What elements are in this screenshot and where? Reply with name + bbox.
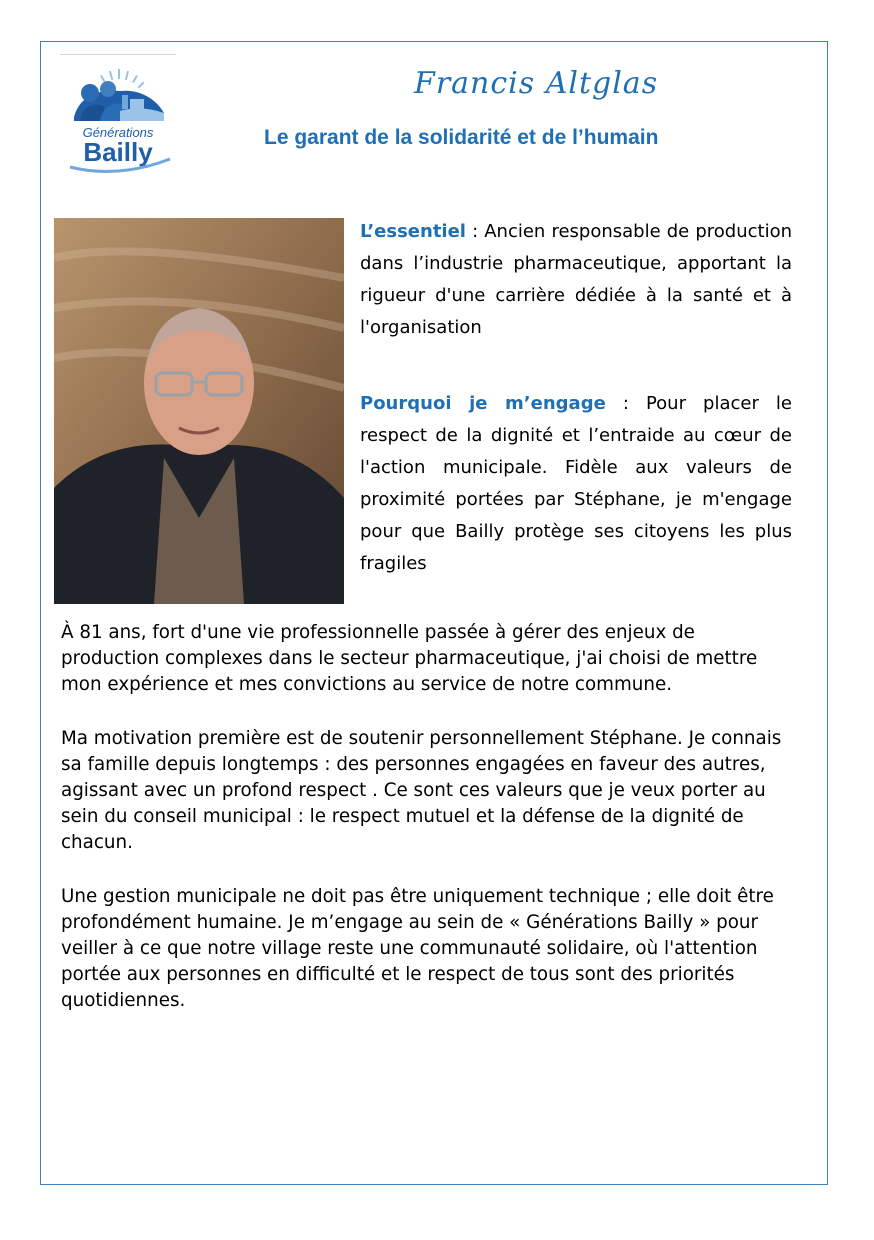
section-engagement-text: : Pour placer le respect de la dignité et l’entraide au cœur de l'action municipale. Fidèle aux valeurs de proximité portées par Stéphane, je m'engage pour que Bailly protège ses citoyens les plus fragiles — [360, 393, 792, 574]
paragraph-2: Ma motivation première est de soutenir personnellement Stéphane. Je connais sa famille depuis longtemps : des personnes engagées en faveur des autres, agissant avec un profond respect . Ce sont ces valeurs que je veux porter au sein du conseil municipal : le respect mutuel et la défense de la dignité de chacun. — [61, 728, 782, 853]
section-essentiel-text: : Ancien responsable de production dans l’industrie pharmaceutique, apportant la rigueur d'une carrière dédiée à la santé et à l'organisation — [360, 221, 792, 338]
section-essentiel-title: L’essentiel — [360, 221, 466, 242]
generations-bailly-logo — [60, 55, 176, 175]
logo-graphic — [60, 55, 176, 175]
page-subtitle: Le garant de la solidarité et de l’humain — [264, 126, 659, 149]
section-essentiel — [360, 216, 792, 344]
portrait-photo — [54, 218, 344, 604]
section-engagement — [360, 388, 792, 580]
paragraph-3: Une gestion municipale ne doit pas être uniquement technique ; elle doit être profondément humaine. Je m’engage au sein de « Générations Bailly » pour veiller à ce que notre village reste une communauté solidaire, où l'attention portée aux personnes en difficulté et le respect de tous sont des priorités quotidiennes. — [61, 886, 774, 1011]
logo-text-top: Générations — [82, 125, 154, 140]
logo-text-bottom: Bailly — [83, 137, 153, 167]
section-engagement-title: Pourquoi je m’engage — [360, 393, 606, 414]
candidate-name: Francis Altglas — [414, 66, 659, 101]
portrait-graphic — [54, 218, 344, 604]
paragraph-1: À 81 ans, fort d'une vie professionnelle passée à gérer des enjeux de production complexes dans le secteur pharmaceutique, j'ai choisi de mettre mon expérience et mes convictions au service de notre commune. — [61, 622, 758, 695]
